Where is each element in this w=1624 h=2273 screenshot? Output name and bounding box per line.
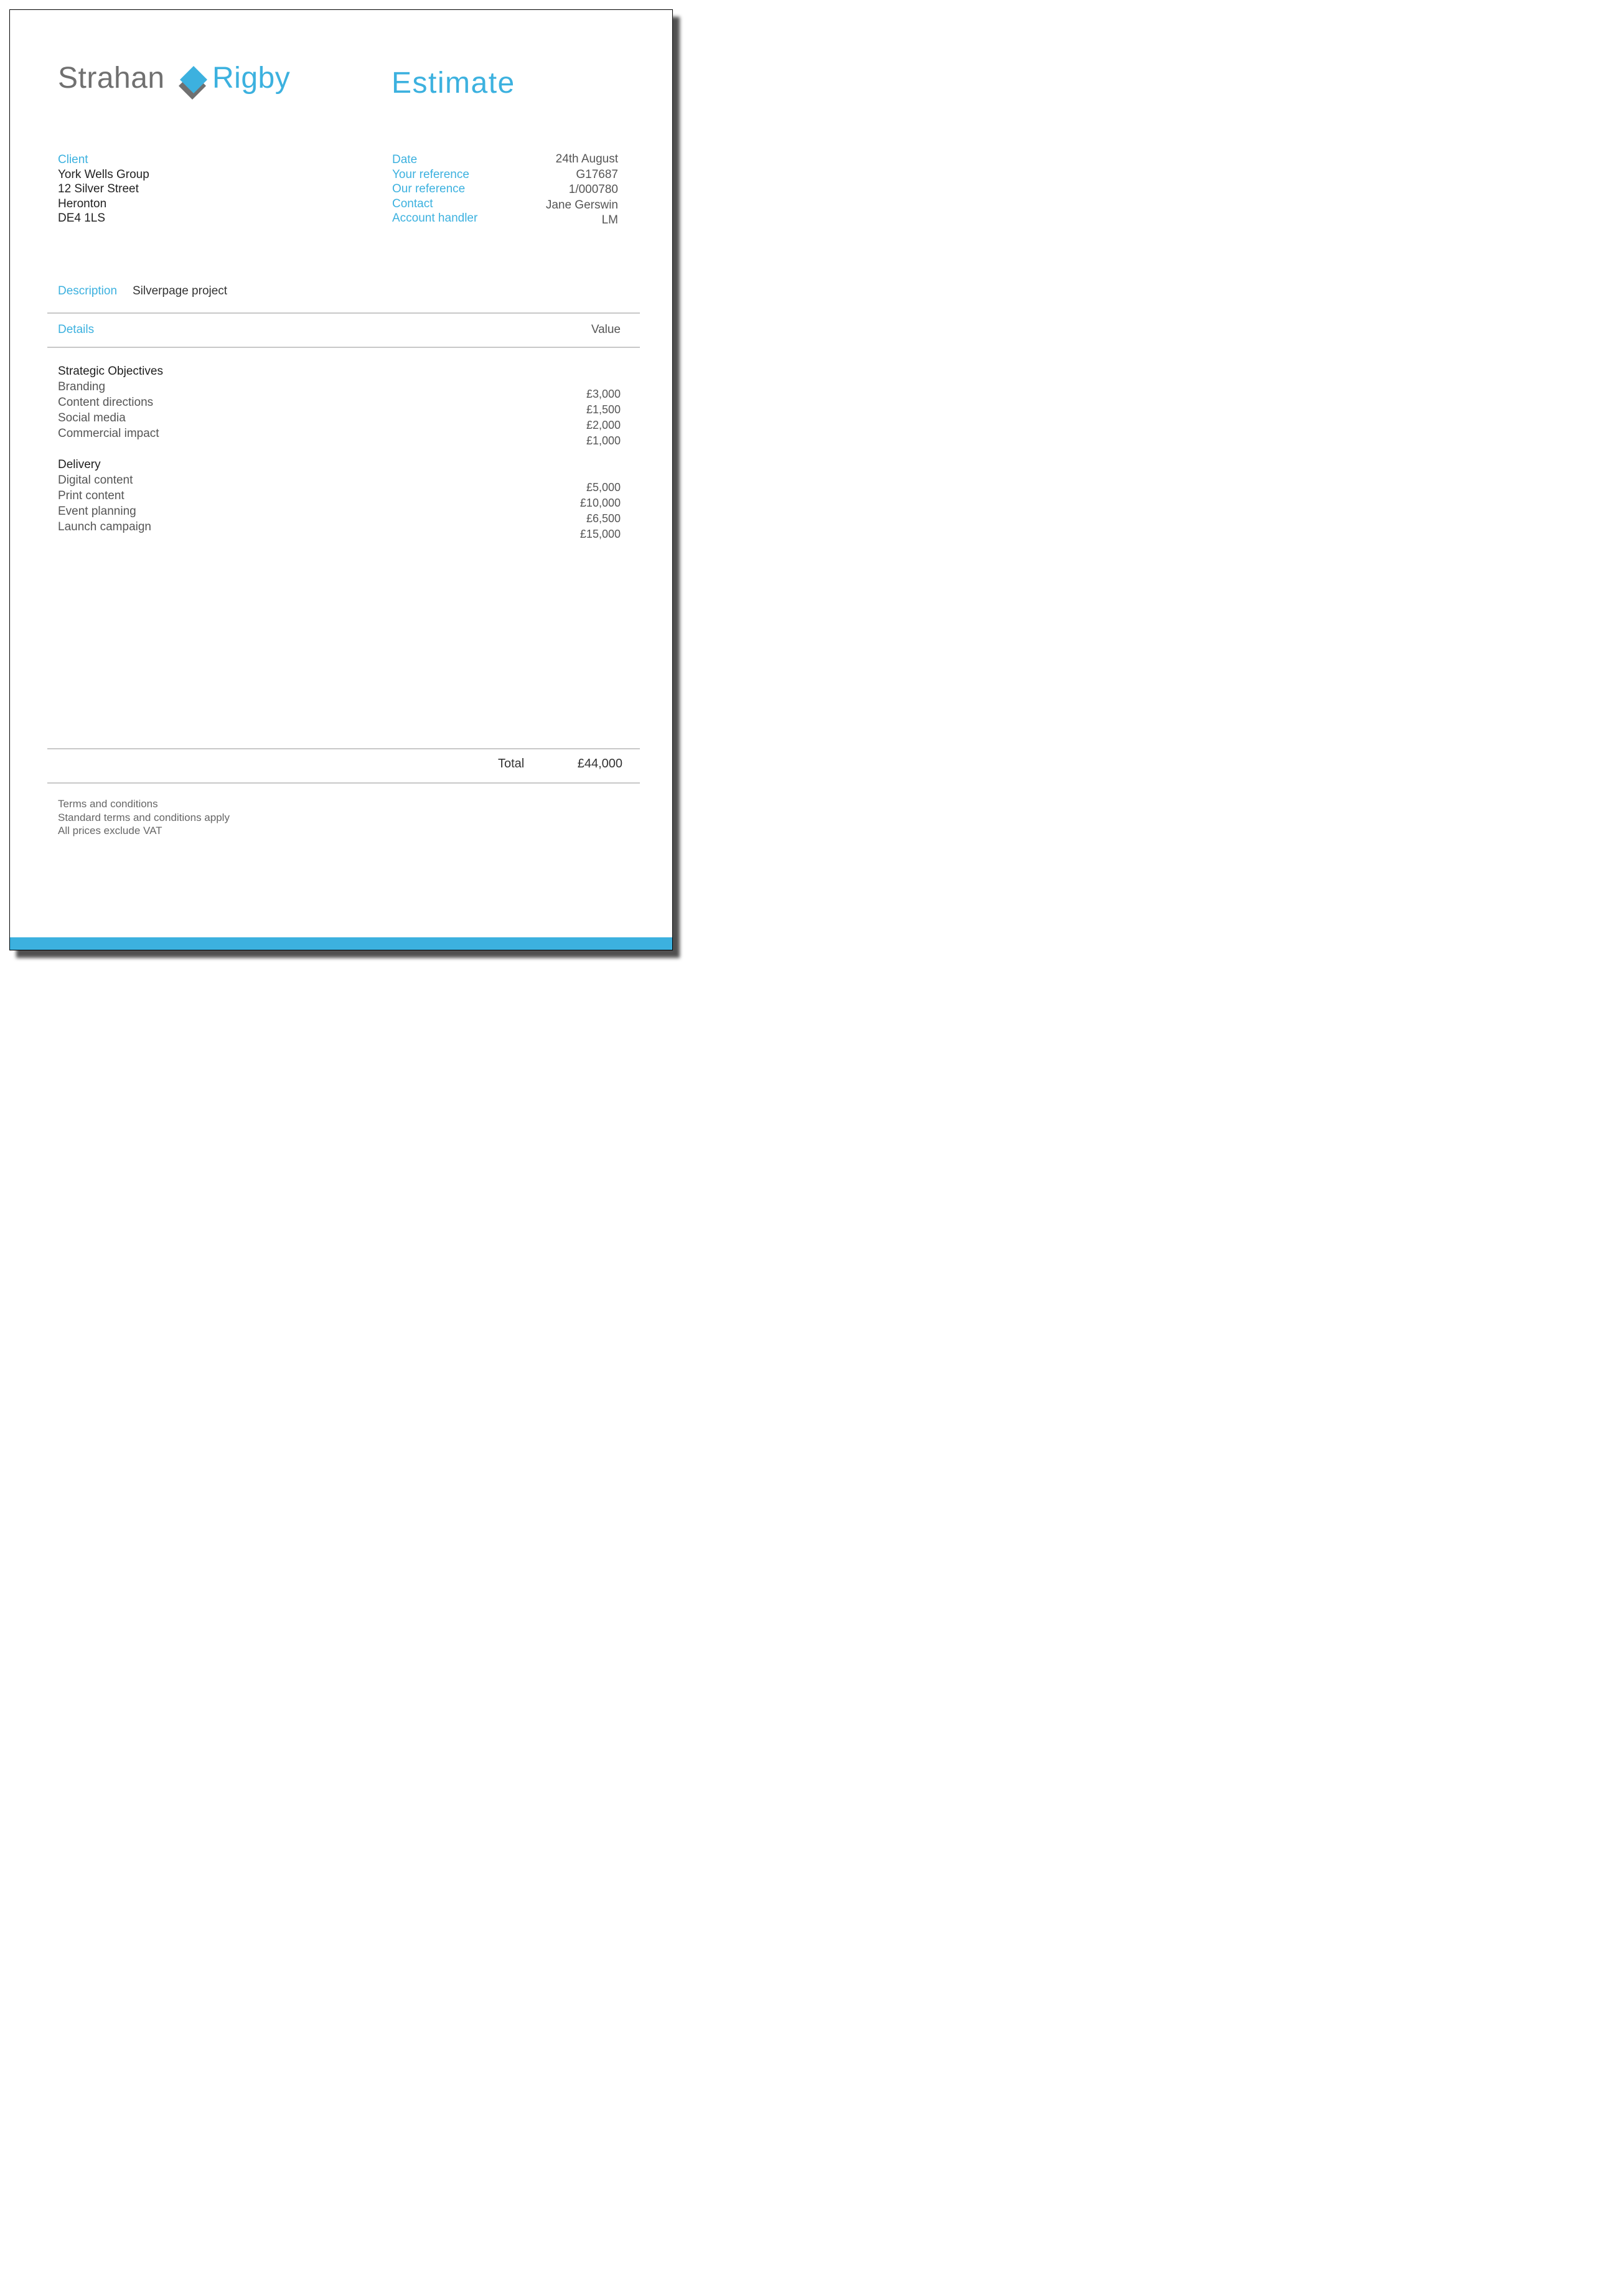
contact-label: Contact (392, 197, 433, 210)
document-title: Estimate (392, 67, 515, 100)
divider (47, 782, 640, 784)
line-item-value: £5,000 (586, 481, 621, 494)
line-item-value: £15,000 (580, 528, 621, 540)
line-item-value: £3,000 (586, 388, 621, 400)
line-item-value: £1,500 (586, 403, 621, 416)
date-label: Date (392, 153, 418, 166)
line-item-name: Content directions (58, 396, 154, 409)
line-item-name: Commercial impact (58, 427, 159, 440)
line-item-values (558, 387, 621, 542)
line-item-name: Event planning (58, 505, 136, 518)
footer-accent-bar (10, 937, 672, 950)
brand-name-right: Rigby (212, 62, 291, 95)
our-reference-label: Our reference (392, 182, 466, 196)
account-handler-label: Account handler (392, 212, 478, 225)
client-address-line: Heronton (58, 197, 107, 210)
line-items (58, 363, 163, 535)
divider (47, 312, 640, 314)
contact-value: Jane Gerswin (545, 198, 618, 212)
line-item-name: Digital content (58, 474, 133, 487)
total-value: £44,000 (577, 757, 622, 771)
client-address-line: 12 Silver Street (58, 182, 139, 196)
section-heading: Delivery (58, 458, 101, 471)
meta-values (489, 152, 618, 228)
value-header: Value (591, 323, 621, 336)
line-item-name: Branding (58, 380, 106, 393)
date-value: 24th August (555, 152, 618, 166)
line-item-value: £1,000 (586, 434, 621, 447)
brand-name-left: Strahan (58, 62, 165, 95)
estimate-page (9, 9, 673, 950)
our-reference-value: 1/000780 (568, 183, 618, 196)
line-item-value: £2,000 (586, 419, 621, 431)
section-heading: Strategic Objectives (58, 365, 163, 378)
client-block (58, 152, 149, 226)
terms-block (58, 797, 230, 838)
line-item-value: £6,500 (586, 512, 621, 525)
terms-line: All prices exclude VAT (58, 825, 162, 837)
section-gap (558, 449, 621, 480)
divider (47, 748, 640, 749)
terms-heading: Terms and conditions (58, 798, 158, 810)
client-address-line: York Wells Group (58, 167, 149, 181)
client-label: Client (58, 153, 88, 166)
line-item-name: Print content (58, 489, 124, 502)
divider (47, 347, 640, 348)
total-label: Total (498, 757, 525, 771)
description-value: Silverpage project (133, 284, 228, 298)
your-reference-value: G17687 (576, 167, 618, 181)
client-address-line: DE4 1LS (58, 212, 106, 225)
diamond-icon (177, 65, 210, 102)
meta-labels (392, 152, 477, 226)
line-item-name: Launch campaign (58, 520, 151, 533)
section-gap (58, 441, 163, 457)
account-handler-value: LM (601, 213, 618, 227)
line-item-value: £10,000 (580, 497, 621, 509)
details-header: Details (58, 323, 95, 336)
terms-line: Standard terms and conditions apply (58, 811, 230, 823)
your-reference-label: Your reference (392, 167, 469, 181)
line-item-name: Social media (58, 411, 126, 424)
description-label: Description (58, 284, 118, 298)
